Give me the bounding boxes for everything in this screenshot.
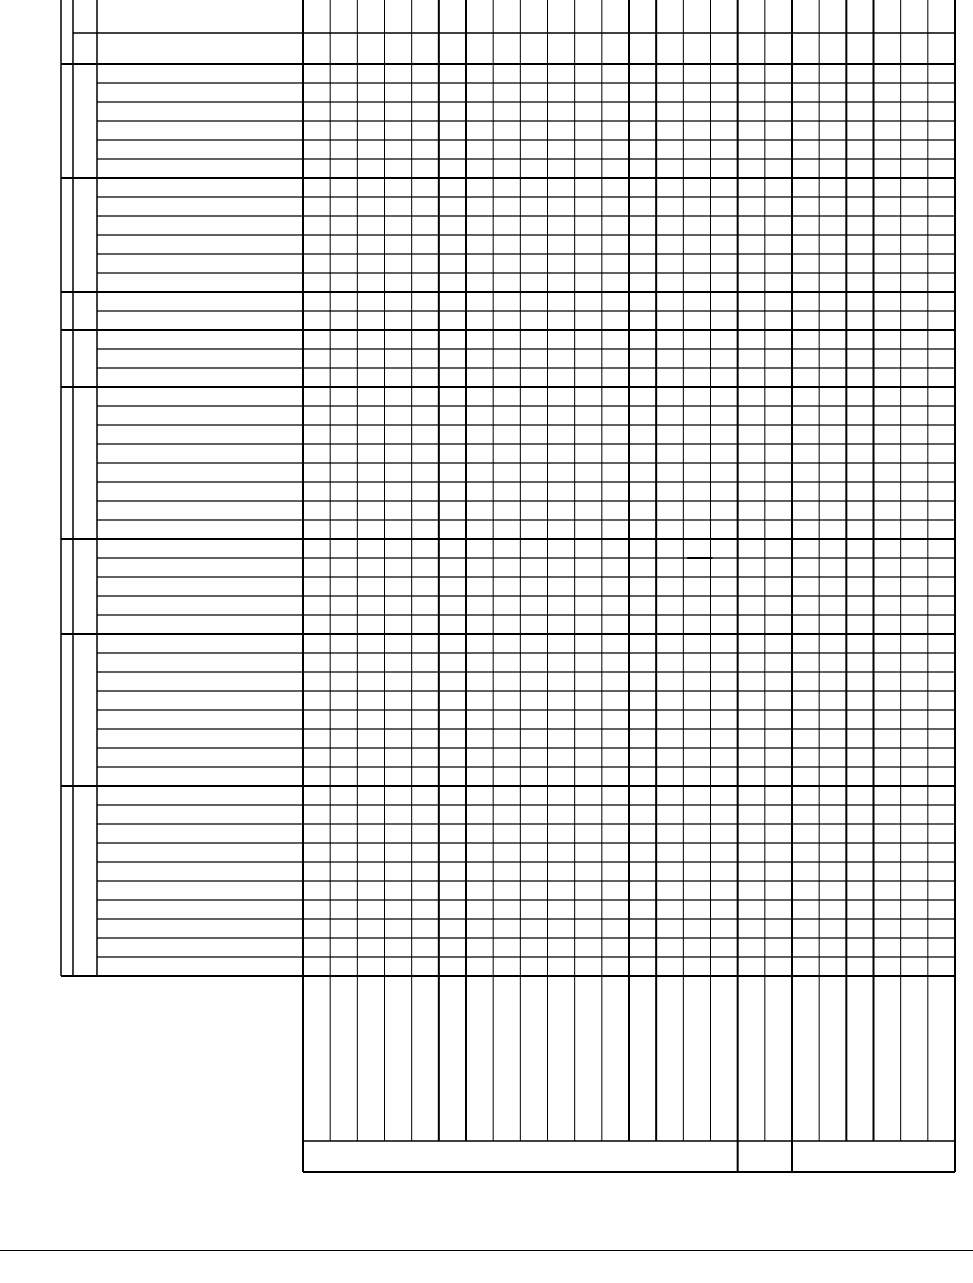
page-footer-rule [0, 1250, 973, 1251]
